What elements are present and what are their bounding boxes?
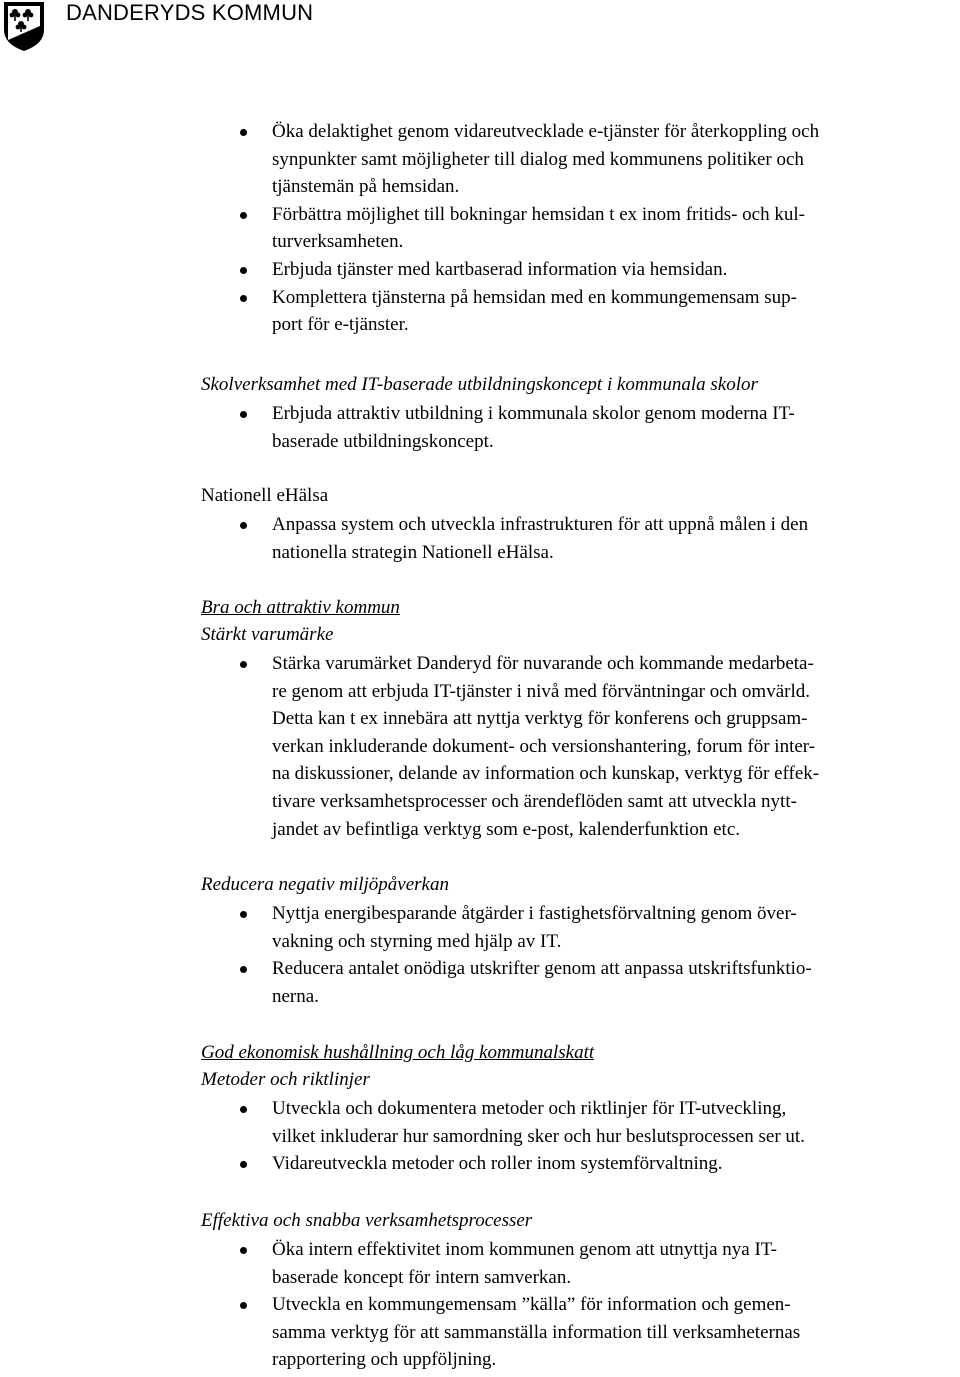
bullet-icon	[240, 212, 247, 219]
bullet-list	[0, 1095, 960, 1178]
list-item-line: tivare verksamhetsprocesser och ärendeflöden samt att utveckla nytt-	[272, 790, 797, 812]
list-item-line: Förbättra möjlighet till bokningar hemsidan t ex inom fritids- och kul-	[272, 203, 805, 225]
list-item-line: Erbjuda tjänster med kartbaserad information via hemsidan.	[272, 258, 728, 280]
municipality-name: DANDERYDS KOMMUN	[66, 0, 314, 25]
list-item	[0, 1095, 960, 1150]
list-item-line: Anpassa system och utveckla infrastrukturen för att uppnå målen i den	[272, 514, 809, 535]
list-item-line: re genom att erbjuda IT-tjänster i nivå med förväntningar och omvärld.	[272, 680, 810, 702]
section-heading: Skolverksamhet med IT-baserade utbildningskoncept i kommunala skolor	[201, 374, 758, 395]
list-item-line: baserade koncept för intern samverkan.	[272, 1266, 572, 1288]
bullet-icon	[240, 1106, 247, 1113]
list-item	[0, 1291, 960, 1374]
bullet-list	[0, 511, 960, 566]
list-item-line: verkan inkluderande dokument- och versionshantering, forum för inter-	[272, 735, 816, 757]
list-item	[0, 1150, 960, 1178]
list-item	[0, 955, 960, 1010]
section-heading: Stärkt varumärke	[201, 624, 334, 645]
bullet-list	[0, 650, 960, 843]
bullet-list	[0, 900, 960, 1010]
section-heading: Nationell eHälsa	[201, 485, 329, 506]
list-item	[0, 256, 960, 284]
list-item	[0, 201, 960, 256]
list-item-line: tjänstemän på hemsidan.	[272, 176, 460, 198]
list-item	[0, 1236, 960, 1291]
bullet-list	[0, 1236, 960, 1374]
list-item-line: Stärka varumärket Danderyd för nuvarande och kommande medarbeta-	[272, 653, 814, 674]
bullet-icon	[240, 267, 247, 274]
bullet-icon	[240, 661, 247, 668]
list-item-line: Utveckla och dokumentera metoder och riktlinjer för IT-utveckling,	[272, 1098, 787, 1119]
bullet-icon	[240, 522, 247, 529]
list-item-line: nerna.	[272, 985, 319, 1007]
coat-of-arms-icon	[2, 0, 46, 52]
list-item-line: rapportering och uppföljning.	[272, 1349, 497, 1371]
bullet-icon	[240, 1302, 247, 1309]
bullet-icon	[240, 129, 247, 136]
list-item	[0, 511, 960, 566]
section-heading: Effektiva och snabba verksamhetsprocesser	[201, 1210, 533, 1231]
bullet-list	[0, 400, 960, 455]
list-item	[0, 900, 960, 955]
section-heading: Reducera negativ miljöpåverkan	[201, 874, 449, 895]
list-item-line: Erbjuda attraktiv utbildning i kommunala skolor genom moderna IT-	[272, 403, 795, 424]
list-item	[0, 400, 960, 455]
bullet-icon	[240, 1247, 247, 1254]
list-item-line: Nyttja energibesparande åtgärder i fastighetsförvaltning genom över-	[272, 903, 797, 924]
list-item-line: Detta kan t ex innebära att nyttja verktyg för konferens och gruppsam-	[272, 708, 808, 730]
bullet-list	[0, 118, 960, 339]
list-item-line: Öka intern effektivitet inom kommunen genom att utnyttja nya IT-	[272, 1239, 777, 1260]
list-item-line: Komplettera tjänsterna på hemsidan med en kommungemensam sup-	[272, 286, 797, 308]
list-item-line: Reducera antalet onödiga utskrifter genom att anpassa utskriftsfunktio-	[272, 958, 812, 980]
page-header	[0, 0, 960, 52]
section-heading: Metoder och riktlinjer	[201, 1069, 370, 1090]
section-heading: Bra och attraktiv kommun	[201, 597, 400, 618]
list-item-line: Utveckla en kommungemensam ”källa” för information och gemen-	[272, 1294, 791, 1316]
bullet-icon	[240, 295, 247, 302]
bullet-icon	[240, 911, 247, 918]
bullet-icon	[240, 966, 247, 973]
list-item	[0, 650, 960, 843]
list-item-line: vilket inkluderar hur samordning sker och hur beslutsprocessen ser ut.	[272, 1125, 805, 1147]
list-item-line: jandet av befintliga verktyg som e-post, kalenderfunktion etc.	[272, 818, 740, 840]
list-item-line: Vidareutveckla metoder och roller inom systemförvaltning.	[272, 1153, 723, 1175]
bullet-icon	[240, 1161, 247, 1168]
bullet-icon	[240, 411, 247, 418]
list-item-line: vakning och styrning med hjälp av IT.	[272, 930, 562, 952]
list-item	[0, 118, 960, 201]
list-item-line: baserade utbildningskoncept.	[272, 430, 494, 452]
list-item	[0, 284, 960, 339]
list-item-line: samma verktyg för att sammanställa information till verksamheternas	[272, 1321, 801, 1343]
list-item-line: Öka delaktighet genom vidareutvecklade e-tjänster för återkoppling och	[272, 121, 820, 142]
list-item-line: synpunkter samt möjligheter till dialog med kommunens politiker och	[272, 148, 804, 170]
section-heading: God ekonomisk hushållning och låg kommunalskatt	[201, 1042, 595, 1063]
list-item-line: turverksamheten.	[272, 231, 404, 253]
list-item-line: na diskussioner, delande av information och kunskap, verktyg för effek-	[272, 763, 820, 785]
list-item-line: nationella strategin Nationell eHälsa.	[272, 541, 554, 563]
list-item-line: port för e-tjänster.	[272, 314, 409, 336]
